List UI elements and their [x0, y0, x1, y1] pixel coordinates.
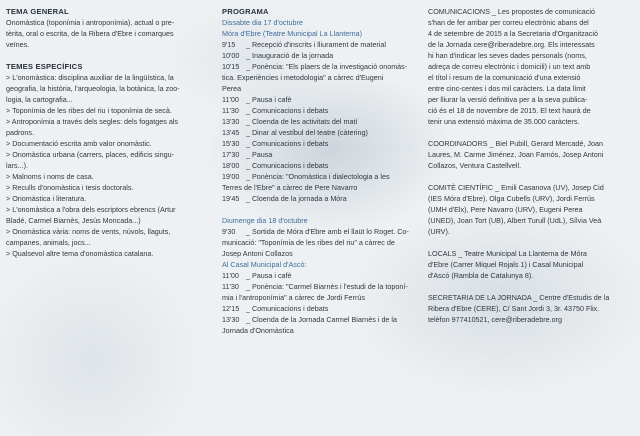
temes-especifics-heading: TEMES ESPECÍFICS [6, 62, 83, 71]
text-line: > Onomàstica vària: noms de vents, núvols, llaguts, [6, 227, 171, 236]
schedule-item [222, 105, 422, 116]
text-line: _ Recepció d'inscrits i lliurament de material [246, 40, 386, 49]
comite-block [428, 182, 634, 237]
schedule-day2-asco [222, 270, 422, 336]
text-line: _ Ponència: "Els plaers de la investigació onomàs- [246, 62, 408, 71]
text-line: > Qualsevol altre tema d'onomàstica catalana. [6, 249, 154, 258]
text-line: Perea [222, 84, 242, 93]
schedule-item [222, 61, 422, 94]
text-line: _ Pausa i cafè [246, 95, 292, 104]
schedule-item [222, 138, 422, 149]
locals-block [428, 248, 634, 281]
text-line: _ Pausa i cafè [246, 271, 292, 280]
text-line: Onomàstica (toponímia i antroponímia), actual o pre- [6, 18, 175, 27]
text-line: logia, la cartografia... [6, 95, 73, 104]
text-line: LOCALS _ Teatre Municipal La Llanterna de Móra [428, 249, 587, 258]
text-line: (UNED), Joan Tort (UB), Albert Turull (UdL), Sílvia Veà [428, 216, 602, 225]
text-line: > L'onomàstica: disciplina auxiliar de la lingüística, la [6, 73, 174, 82]
text-line: COORDINADORS _ Biel Pubill, Gerard Mercadé, Joan [428, 139, 603, 148]
schedule-time: 11'30 [222, 106, 239, 115]
column-programa [222, 6, 422, 336]
schedule-time: 9'15 [222, 40, 236, 49]
text-line: ció és el 18 de novembre de 2015. El text haurà de [428, 106, 591, 115]
text-line: (IES Móra d'Ebre), Olga Cubells (URV), Jordi Ferrús [428, 194, 595, 203]
schedule-description [246, 127, 368, 138]
text-line: _ Cloenda de la jornada a Móra [246, 194, 347, 203]
text-line: d'Ascó (Rambla de Catalunya 8). [428, 271, 534, 280]
comunicacions-block [428, 6, 634, 127]
place1-heading: Móra d'Ebre (Teatre Municipal La Llanterna) [222, 29, 363, 38]
text-line: _ Cloenda de les activitats del matí [246, 117, 358, 126]
schedule-item [222, 149, 422, 160]
schedule-item [222, 171, 422, 193]
schedule-item [222, 39, 422, 50]
schedule-description [246, 39, 386, 50]
schedule-description [246, 160, 328, 171]
day1-heading: Dissabte dia 17 d'octubre [222, 18, 303, 27]
text-line: tenir una extensió màxima de 35.000 caràcters. [428, 117, 580, 126]
text-line: veïnes. [6, 40, 30, 49]
schedule-time: 18'00 [222, 161, 240, 170]
schedule-time: 19'00 [222, 172, 240, 181]
schedule-day1 [222, 39, 422, 204]
text-line: Laures, M. Carme Jiménez, Joan Farnós, Josep Antoni [428, 150, 604, 159]
text-line: (URV). [428, 227, 450, 236]
text-line: > Documentació escrita amb valor onomàstic. [6, 139, 152, 148]
text-line: 4 de setembre de 2015 a la Secretaria d'Organització [428, 29, 598, 38]
schedule-description [246, 50, 333, 61]
schedule-time: 11'00 [222, 271, 239, 280]
text-line: per lliurar la versió definitiva per a la seva publica- [428, 95, 588, 104]
schedule-item [222, 193, 422, 204]
schedule-time: 13'45 [222, 128, 240, 137]
schedule-description [246, 94, 292, 105]
schedule-time: 13'30 [222, 315, 240, 324]
schedule-description [246, 193, 347, 204]
secretaria-block [428, 292, 634, 325]
text-line: > Malnoms i noms de casa. [6, 172, 94, 181]
schedule-time: 13'30 [222, 117, 240, 126]
schedule-time: 15'30 [222, 139, 240, 148]
text-line: lars...). [6, 161, 28, 170]
text-line: SECRETARIA DE LA JORNADA _ Centre d'Estudis de la [428, 293, 610, 302]
text-line: Jornada d'Onomàstica [222, 326, 294, 335]
schedule-description [246, 138, 328, 149]
text-line: _ Comunicacions i debats [246, 161, 329, 170]
schedule-time: 10'00 [222, 51, 240, 60]
schedule-item [222, 314, 422, 336]
text-line: telèfon 977410521, cere@riberadebre.org [428, 315, 562, 324]
text-line: _ Ponència: "Onomàstica i dialectologia a les [246, 172, 390, 181]
coordinadors-block [428, 138, 634, 171]
schedule-item [222, 127, 422, 138]
text-line: _ Comunicacions i debats [246, 106, 329, 115]
text-line: COMUNICACIONS _ Les propostes de comunicació [428, 7, 595, 16]
schedule-description [246, 303, 328, 314]
schedule-item [222, 281, 422, 303]
text-line: _ Pausa [246, 150, 273, 159]
schedule-time: 11'00 [222, 95, 239, 104]
text-line: _ Cloenda de la Jornada Carmel Biarnès i de la [246, 315, 398, 324]
tema-general-text [6, 17, 216, 50]
schedule-description [246, 270, 292, 281]
text-line: municació: "Toponímia de les ribes del riu" a càrrec de [222, 238, 395, 247]
programa-heading: PROGRAMA [222, 7, 269, 16]
text-line: _ Ponència: "Carmel Biarnès i l'estudi de la toponí- [246, 282, 408, 291]
schedule-description [246, 116, 357, 127]
text-line: > Toponímia de les ribes del riu i toponímia de secà. [6, 106, 172, 115]
text-line: _ Dinar al vestíbul del teatre (càtering) [246, 128, 368, 137]
schedule-time: 9'30 [222, 227, 236, 236]
text-line: d'Ebre (Carrer Miquel Rojals 1) i Casal Municipal [428, 260, 584, 269]
text-line: hi han d'indicar les seves dades personals (noms, [428, 51, 587, 60]
text-line: s'han de fer arribar per correu electrònic abans del [428, 18, 589, 27]
text-line: (UMH d'Elx), Pere Navarro (URV), Eugeni Perea [428, 205, 583, 214]
text-line: > Reculls d'onomàstica i tesis doctorals. [6, 183, 134, 192]
text-line: > L'onomàstica a l'obra dels escriptors ebrencs (Artur [6, 205, 176, 214]
schedule-description [246, 105, 328, 116]
text-line: tèrita, oral o escrita, de la Ribera d'Ebre i comarques [6, 29, 174, 38]
text-line: tica. Experiències i metodologia" a càrrec d'Eugeni [222, 73, 384, 82]
schedule-time: 10'15 [222, 62, 240, 71]
text-line: mia i l'antroponímia" a càrrec de Jordi Ferrús [222, 293, 365, 302]
schedule-day2 [222, 226, 422, 259]
text-line: _ Comunicacions i debats [246, 304, 329, 313]
text-line: de la Jornada cere@riberadebre.org. Els interessats [428, 40, 595, 49]
schedule-item [222, 116, 422, 127]
schedule-item [222, 270, 422, 281]
temes-especifics-list [6, 72, 216, 259]
text-line: > Onomàstica i literatura. [6, 194, 87, 203]
text-line: > Antroponímia a través dels segles: dels fogatges als [6, 117, 179, 126]
schedule-time: 19'45 [222, 194, 240, 203]
column-left [6, 6, 216, 259]
schedule-item [222, 160, 422, 171]
text-line: Collazos, Ventura Castellvell. [428, 161, 522, 170]
text-line: geografia, la història, l'arqueologia, la botànica, la zoo- [6, 84, 180, 93]
text-line: adreça de correu electrònic i domicili) i un text amb [428, 62, 591, 71]
schedule-item [222, 94, 422, 105]
text-line: entre cinc-centes i dos mil caràcters. La data límit [428, 84, 586, 93]
text-line: _ Inauguració de la jornada [246, 51, 334, 60]
column-right [428, 6, 634, 325]
text-line: Terres de l'Ebre" a càrrec de Pere Navarro [222, 183, 358, 192]
schedule-item [222, 303, 422, 314]
schedule-time: 12'15 [222, 304, 240, 313]
text-line: > Onomàstica urbana (carrers, places, edificis singu- [6, 150, 174, 159]
text-line: Josep Antoni Collazos [222, 249, 293, 258]
place2-heading: Al Casal Municipal d'Ascó: [222, 260, 307, 269]
schedule-time: 17'30 [222, 150, 240, 159]
schedule-item [222, 50, 422, 61]
text-line: COMITÈ CIENTÍFIC _ Emili Casanova (UV), Josep Cid [428, 183, 604, 192]
text-line: _ Sortida de Móra d'Ebre amb el llaüt lo Roget. Co- [246, 227, 409, 236]
schedule-time: 11'30 [222, 282, 239, 291]
text-line: Ribera d'Ebre (CERE), C/ Sant Jordi 3, 3r. 43750 Flix. [428, 304, 600, 313]
text-line: padrons. [6, 128, 34, 137]
schedule-description [246, 149, 272, 160]
tema-general-heading: TEMA GENERAL [6, 7, 69, 16]
day2-heading: Diumenge dia 18 d'octubre [222, 216, 308, 225]
text-line: _ Comunicacions i debats [246, 139, 329, 148]
text-line: el títol i resum de la comunicació d'una extensió [428, 73, 581, 82]
schedule-item [222, 226, 422, 259]
text-line: Bladé, Carmel Biarnès, Jesús Moncada...) [6, 216, 141, 225]
text-line: campanes, animals, jocs... [6, 238, 91, 247]
